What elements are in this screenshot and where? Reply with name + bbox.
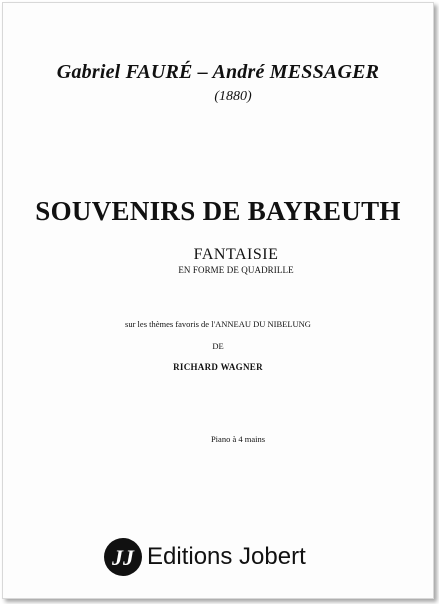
instrumentation-label: Piano à 4 mains xyxy=(210,434,266,444)
publisher-block xyxy=(103,537,306,577)
year-label: (1880) xyxy=(214,89,252,104)
themes-line: sur les thèmes favoris de l'ANNEAU DU NIBELUNG xyxy=(125,319,311,329)
publisher-name: Editions Jobert xyxy=(147,543,306,570)
work-subtitle: FANTAISIE xyxy=(193,246,279,263)
de-label: DE xyxy=(212,341,224,351)
composers-heading: Gabriel FAURÉ – André MESSAGER xyxy=(56,61,380,83)
source-composer: RICHARD WAGNER xyxy=(173,362,263,372)
work-subtitle-line2: EN FORME DE QUADRILLE xyxy=(178,265,294,275)
publisher-logo-icon xyxy=(103,537,143,577)
score-cover-page xyxy=(2,2,434,599)
work-title: SOUVENIRS DE BAYREUTH xyxy=(35,196,401,226)
logo-text: JJ xyxy=(112,545,134,570)
